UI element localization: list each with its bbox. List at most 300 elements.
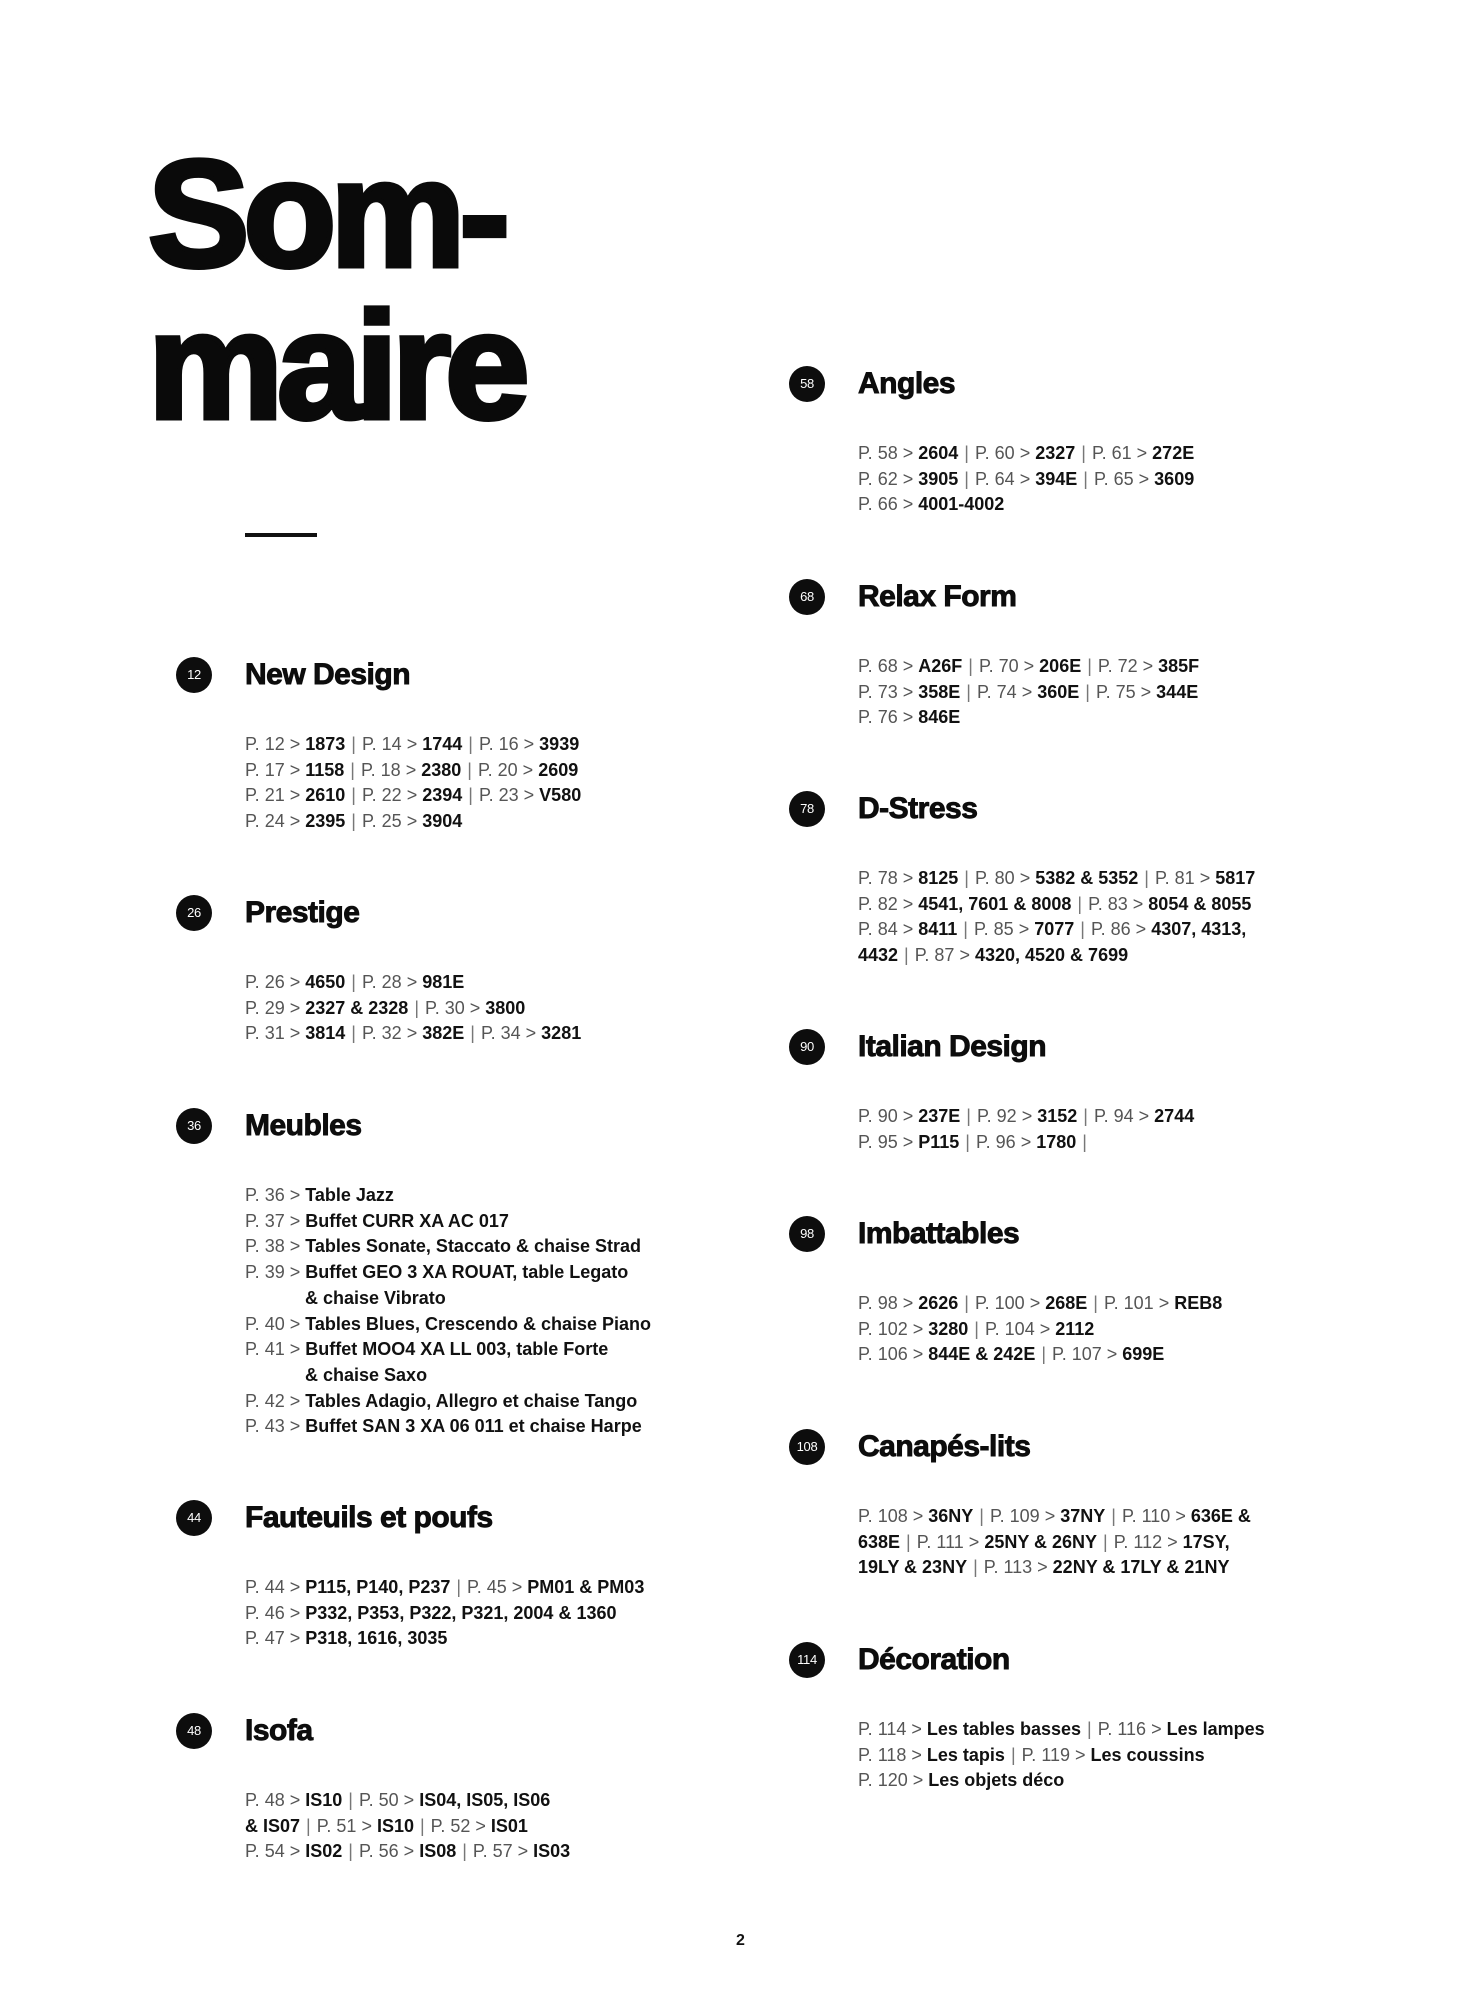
page-badge: 26: [176, 895, 212, 931]
arrow-glyph: >: [1101, 1344, 1123, 1365]
arrow-glyph: >: [506, 1577, 528, 1597]
section-title: Isofa: [245, 1714, 313, 1747]
section-header: [789, 359, 1269, 409]
contents-line: [245, 1183, 656, 1209]
contents-entry: [481, 1023, 581, 1043]
model-reference: Table Jazz: [305, 1185, 394, 1205]
arrow-glyph: >: [284, 1185, 306, 1205]
arrow-glyph: >: [906, 1719, 927, 1739]
contents-entry: [479, 734, 579, 754]
contents-line: [858, 866, 1269, 892]
separator: |: [351, 1023, 356, 1044]
contents-entry: [1022, 1745, 1205, 1765]
contents-entry: [976, 1132, 1076, 1152]
contents-entry: [990, 1506, 1105, 1526]
model-reference: Buffet SAN 3 XA 06 011 et chaise Harpe: [305, 1416, 642, 1437]
arrow-glyph: >: [897, 707, 919, 728]
contents-entry: [977, 682, 1079, 702]
section-body: [858, 1291, 1269, 1368]
arrow-glyph: >: [284, 1390, 306, 1411]
arrow-glyph: >: [520, 1023, 542, 1044]
contents-line: [245, 1575, 656, 1601]
contents-line: [858, 467, 1269, 493]
model-reference: P332, P353, P322, P321, 2004 & 1360: [305, 1602, 617, 1623]
model-reference: 2395: [305, 811, 346, 832]
section-imbattables: [789, 1209, 1269, 1368]
arrow-glyph: >: [897, 494, 919, 515]
model-reference: 1780: [1036, 1131, 1077, 1152]
arrow-glyph: >: [1034, 1318, 1056, 1339]
model-reference: 638E: [858, 1531, 901, 1552]
contents-entry: [245, 1211, 509, 1231]
contents-line: [245, 732, 656, 758]
contents-line: [858, 1130, 1269, 1156]
page-reference: P. 17: [245, 759, 285, 780]
model-reference: 22NY & 17LY & 21NY: [1052, 1557, 1230, 1578]
separator: |: [1082, 1131, 1087, 1152]
separator: |: [419, 1815, 425, 1836]
contents-entry: [245, 1416, 642, 1436]
page-reference: P. 48: [245, 1790, 285, 1810]
arrow-glyph: >: [470, 1815, 491, 1836]
arrow-glyph: >: [897, 868, 919, 888]
model-reference: 8054 & 8055: [1148, 893, 1252, 914]
page-reference: P. 85: [973, 919, 1014, 940]
contents-line: [245, 996, 656, 1022]
contents-entry: [858, 1745, 1005, 1765]
page-reference: P. 87: [914, 945, 955, 966]
arrow-glyph: >: [284, 1210, 306, 1231]
separator: |: [306, 1815, 311, 1836]
separator: |: [1010, 1744, 1016, 1765]
model-reference: IS10: [305, 1790, 343, 1810]
separator: |: [979, 1506, 984, 1526]
arrow-glyph: >: [897, 919, 919, 940]
contents-line: [858, 1530, 1269, 1556]
page-reference: P. 21: [245, 785, 285, 806]
model-reference: Buffet MOO4 XA LL 003, table Forte: [305, 1339, 609, 1360]
contents-line: [858, 441, 1269, 467]
section-header: [176, 650, 656, 700]
model-reference: Les coussins: [1090, 1744, 1205, 1765]
arrow-glyph: >: [1137, 656, 1159, 676]
separator: |: [1081, 443, 1086, 463]
page-reference: P. 113: [983, 1557, 1033, 1578]
page-reference: P. 45: [467, 1577, 507, 1597]
contents-entry: [1122, 1506, 1251, 1526]
contents-line: [858, 1768, 1269, 1794]
contents-line: [858, 1291, 1269, 1317]
contents-entry: [975, 1293, 1087, 1313]
arrow-glyph: >: [401, 811, 423, 832]
model-reference: 3939: [539, 734, 580, 754]
page-reference: P. 114: [858, 1719, 907, 1739]
contents-line: [858, 1317, 1269, 1343]
arrow-glyph: >: [897, 1131, 919, 1152]
section-italian-design: [789, 1022, 1269, 1155]
page-reference: P. 56: [358, 1841, 399, 1862]
arrow-glyph: >: [897, 681, 919, 702]
model-reference: P318, 1616, 3035: [305, 1628, 448, 1649]
contents-entry: [858, 443, 958, 463]
model-reference: 37NY: [1060, 1506, 1106, 1526]
separator: |: [963, 919, 968, 940]
page-title-line-2: maire: [148, 281, 524, 451]
section-canapes-lits: [789, 1422, 1269, 1581]
contents-entry: [985, 1319, 1094, 1339]
section-prestige: [176, 888, 656, 1047]
section-title: D-Stress: [858, 792, 978, 825]
model-reference: 272E: [1152, 443, 1195, 463]
contents-entry: [362, 972, 464, 992]
model-reference: 2112: [1055, 1318, 1095, 1339]
page-reference: P. 39: [245, 1262, 285, 1283]
contents-line: [245, 1337, 656, 1363]
section-body: [858, 441, 1269, 518]
contents-entry: [245, 1023, 345, 1043]
page-reference: P. 95: [858, 1131, 898, 1152]
contents-entry: [245, 785, 345, 805]
page-reference: P. 90: [858, 1106, 898, 1126]
contents-entry: [858, 945, 898, 965]
contents-line: [858, 917, 1269, 943]
arrow-glyph: >: [356, 1815, 377, 1836]
separator: |: [1041, 1344, 1047, 1365]
contents-line: [858, 943, 1269, 969]
separator: |: [350, 759, 355, 780]
separator: |: [1093, 1293, 1098, 1313]
page-reference: P. 108: [858, 1506, 908, 1526]
model-reference: IS08: [419, 1841, 457, 1862]
section-header: [176, 1101, 656, 1151]
model-reference: REB8: [1174, 1293, 1223, 1313]
arrow-glyph: >: [906, 1744, 927, 1765]
model-reference: & IS07: [245, 1815, 301, 1836]
model-reference: 8125: [918, 868, 959, 888]
contents-line: [858, 654, 1269, 680]
arrow-glyph: >: [284, 1313, 306, 1334]
separator: |: [1087, 1719, 1092, 1739]
arrow-glyph: >: [401, 734, 423, 754]
separator: |: [966, 1106, 971, 1126]
model-reference: 360E: [1037, 681, 1080, 702]
page-reference: P. 60: [974, 443, 1015, 463]
page-badge: 12: [176, 657, 212, 693]
contents-entry: [245, 1262, 628, 1282]
separator: |: [470, 1023, 475, 1044]
page-reference: P. 101: [1103, 1293, 1154, 1313]
entry-continuation: & chaise Vibrato: [305, 1287, 446, 1308]
arrow-glyph: >: [518, 734, 540, 754]
section-header: [789, 784, 1269, 834]
contents-entry: [977, 1106, 1077, 1126]
arrow-glyph: >: [284, 1577, 306, 1597]
contents-entry: [362, 734, 462, 754]
contents-entry: [245, 1314, 651, 1334]
separator: |: [968, 656, 973, 676]
model-reference: 2609: [538, 759, 579, 780]
arrow-glyph: >: [1135, 681, 1157, 702]
contents-entry: [858, 469, 958, 489]
page-reference: P. 24: [245, 811, 285, 832]
arrow-glyph: >: [284, 1416, 306, 1437]
page-reference: P. 76: [858, 707, 898, 728]
contents-entry: [1094, 1106, 1194, 1126]
model-reference: 385F: [1158, 656, 1200, 676]
separator: |: [1087, 656, 1092, 676]
section-title: Italian Design: [858, 1030, 1047, 1063]
arrow-glyph: >: [1146, 1719, 1167, 1739]
contents-line: [858, 1342, 1269, 1368]
model-reference: 8411: [918, 919, 958, 940]
model-reference: 1873: [305, 734, 346, 754]
model-reference: 3609: [1154, 468, 1195, 489]
model-reference: 844E & 242E: [928, 1344, 1036, 1365]
contents-entry: [245, 1339, 608, 1359]
contents-entry: [245, 1841, 342, 1861]
model-reference: Les tapis: [926, 1744, 1005, 1765]
page-reference: P. 83: [1088, 893, 1128, 914]
arrow-glyph: >: [284, 1790, 306, 1810]
arrow-glyph: >: [1032, 1557, 1053, 1578]
section-header: [176, 1493, 656, 1543]
model-reference: Buffet CURR XA AC 017: [305, 1210, 509, 1231]
separator: |: [1083, 468, 1088, 489]
arrow-glyph: >: [400, 759, 422, 780]
arrow-glyph: >: [963, 1531, 985, 1552]
section-title: Relax Form: [858, 580, 1017, 613]
model-reference: P115, P140, P237: [305, 1577, 451, 1597]
contents-line: [858, 1717, 1269, 1743]
contents-line: [245, 1601, 656, 1627]
page-reference: P. 106: [858, 1344, 908, 1365]
contents-entry: [975, 443, 1075, 463]
page-reference: P. 61: [1091, 443, 1132, 463]
separator: |: [1077, 893, 1083, 914]
section-title: Meubles: [245, 1109, 362, 1142]
arrow-glyph: >: [907, 1344, 929, 1365]
page-reference: P. 36: [245, 1185, 285, 1205]
section-body: [245, 970, 656, 1047]
page-reference: P. 65: [1093, 468, 1134, 489]
separator: |: [351, 972, 356, 992]
page-reference: P. 84: [858, 919, 898, 940]
contents-line: [245, 1814, 656, 1840]
arrow-glyph: >: [1162, 1531, 1183, 1552]
model-reference: IS01: [490, 1815, 528, 1836]
page-reference: P. 86: [1090, 919, 1131, 940]
contents-entry: [858, 1557, 967, 1577]
page-reference: P. 102: [858, 1318, 908, 1339]
model-reference: 268E: [1045, 1293, 1088, 1313]
page-reference: P. 25: [361, 811, 402, 832]
arrow-glyph: >: [284, 734, 306, 754]
model-reference: IS04, IS05, IS06: [419, 1790, 551, 1810]
page-reference: P. 18: [360, 759, 401, 780]
model-reference: 3280: [928, 1318, 969, 1339]
model-reference: 3905: [918, 468, 959, 489]
page-reference: P. 51: [316, 1815, 357, 1836]
page-reference: P. 47: [245, 1628, 285, 1649]
page-reference: P. 68: [858, 656, 898, 676]
section-header: [789, 1422, 1269, 1472]
page-reference: P. 57: [472, 1841, 513, 1862]
contents-entry: [245, 972, 345, 992]
arrow-glyph: >: [512, 1841, 534, 1862]
contents-entry: [431, 1816, 528, 1836]
model-reference: 3800: [485, 997, 526, 1018]
arrow-glyph: >: [284, 997, 306, 1018]
section-header: [176, 1706, 656, 1756]
arrow-glyph: >: [517, 759, 539, 780]
contents-entry: [359, 1790, 550, 1810]
separator: |: [974, 1318, 979, 1339]
model-reference: 699E: [1122, 1344, 1165, 1365]
model-reference: 358E: [918, 681, 961, 702]
model-reference: A26F: [918, 656, 963, 676]
separator: |: [966, 681, 971, 702]
arrow-glyph: >: [907, 1770, 929, 1791]
contents-entry: [1094, 469, 1194, 489]
contents-entry: [858, 682, 960, 702]
contents-entry: [478, 760, 578, 780]
contents-line: [858, 892, 1269, 918]
section-body: [858, 1717, 1269, 1794]
model-reference: 5817: [1215, 868, 1256, 888]
section-angles: [789, 359, 1269, 518]
model-reference: 25NY & 26NY: [984, 1531, 1098, 1552]
model-reference: 4650: [305, 972, 346, 992]
separator: |: [1103, 1531, 1108, 1552]
arrow-glyph: >: [284, 1339, 306, 1360]
page-reference: P. 52: [430, 1815, 471, 1836]
arrow-glyph: >: [897, 893, 919, 914]
model-reference: Buffet GEO 3 XA ROUAT, table Legato: [305, 1262, 629, 1283]
model-reference: IS03: [533, 1841, 571, 1862]
section-title: Canapés-lits: [858, 1430, 1031, 1463]
contents-entry: [858, 894, 1071, 914]
contents-entry: [362, 785, 462, 805]
section-title: Fauteuils et poufs: [245, 1501, 493, 1534]
model-reference: 382E: [422, 1023, 465, 1044]
contents-entry: [858, 1770, 1064, 1790]
contents-entry: [1114, 1532, 1230, 1552]
model-reference: 206E: [1039, 656, 1082, 676]
separator: |: [1144, 868, 1149, 888]
contents-entry: [858, 656, 962, 676]
contents-line: [245, 970, 656, 996]
page-badge: 98: [789, 1216, 825, 1252]
contents-line: [245, 1286, 656, 1312]
model-reference: V580: [539, 785, 582, 806]
contents-entry: [245, 1628, 447, 1648]
model-reference: P115: [918, 1131, 960, 1152]
section-header: [789, 1022, 1269, 1072]
contents-line: [245, 1260, 656, 1286]
arrow-glyph: >: [284, 1841, 306, 1862]
contents-entry: [1052, 1344, 1164, 1364]
model-reference: 981E: [422, 972, 465, 992]
model-reference: 5382 & 5352: [1035, 868, 1139, 888]
model-reference: IS10: [376, 1815, 414, 1836]
contents-entry: [915, 945, 1128, 965]
contents-entry: [1096, 682, 1198, 702]
model-reference: 2327: [1035, 443, 1076, 463]
arrow-glyph: >: [907, 1318, 929, 1339]
section-header: [789, 1635, 1269, 1685]
contents-line: [245, 809, 656, 835]
page-badge: 114: [789, 1642, 825, 1678]
contents-entry: [975, 469, 1077, 489]
arrow-glyph: >: [1039, 1506, 1061, 1526]
model-reference: Les objets déco: [928, 1770, 1065, 1791]
arrow-glyph: >: [284, 1023, 306, 1044]
model-reference: 2744: [1154, 1106, 1195, 1126]
model-reference: 3281: [541, 1023, 582, 1044]
contents-line: [245, 1839, 656, 1865]
model-reference: Tables Sonate, Staccato & chaise Strad: [305, 1236, 642, 1257]
page-reference: P. 26: [245, 972, 285, 992]
contents-entry: [917, 1532, 1097, 1552]
model-reference: Tables Blues, Crescendo & chaise Piano: [305, 1313, 652, 1334]
model-reference: 2380: [421, 759, 462, 780]
contents-entry: [245, 1790, 342, 1810]
section-body: [858, 1104, 1269, 1155]
section-header: [789, 1209, 1269, 1259]
page-reference: P. 31: [245, 1023, 285, 1044]
arrow-glyph: >: [401, 1023, 423, 1044]
contents-entry: [245, 1391, 637, 1411]
page-reference: P. 107: [1052, 1344, 1102, 1365]
model-reference: PM01 & PM03: [527, 1577, 645, 1597]
contents-entry: [979, 656, 1081, 676]
contents-line: [245, 1312, 656, 1338]
contents-line: [245, 783, 656, 809]
contents-entry: [473, 1841, 570, 1861]
page-reference: P. 92: [976, 1106, 1017, 1126]
contents-entry: [1091, 919, 1246, 939]
contents-line: [858, 1104, 1269, 1130]
arrow-glyph: >: [284, 1262, 306, 1283]
contents-entry: [858, 1132, 959, 1152]
section-meubles: [176, 1101, 656, 1440]
page-reference: P. 104: [984, 1318, 1035, 1339]
page-reference: P. 46: [245, 1602, 285, 1623]
page-reference: P. 73: [858, 681, 898, 702]
separator: |: [462, 1841, 467, 1862]
page-badge: 36: [176, 1108, 212, 1144]
page-reference: P. 96: [975, 1131, 1016, 1152]
arrow-glyph: >: [1070, 1744, 1091, 1765]
contents-line: [245, 1363, 656, 1389]
separator: |: [1085, 681, 1090, 702]
title-divider: [245, 533, 317, 537]
section-body: [858, 1504, 1269, 1581]
model-reference: 3152: [1037, 1106, 1078, 1126]
contents-entry: [479, 785, 581, 805]
separator: |: [964, 868, 969, 888]
model-reference: 3904: [422, 811, 463, 832]
section-title: Prestige: [245, 896, 360, 929]
contents-line: [245, 758, 656, 784]
arrow-glyph: >: [1170, 1506, 1191, 1526]
model-reference: 237E: [918, 1106, 961, 1126]
page-reference: P. 54: [245, 1841, 285, 1862]
model-reference: 2610: [305, 785, 346, 806]
contents-line: [245, 1021, 656, 1047]
contents-entry: [858, 1719, 1081, 1739]
section-new-design: [176, 650, 656, 835]
